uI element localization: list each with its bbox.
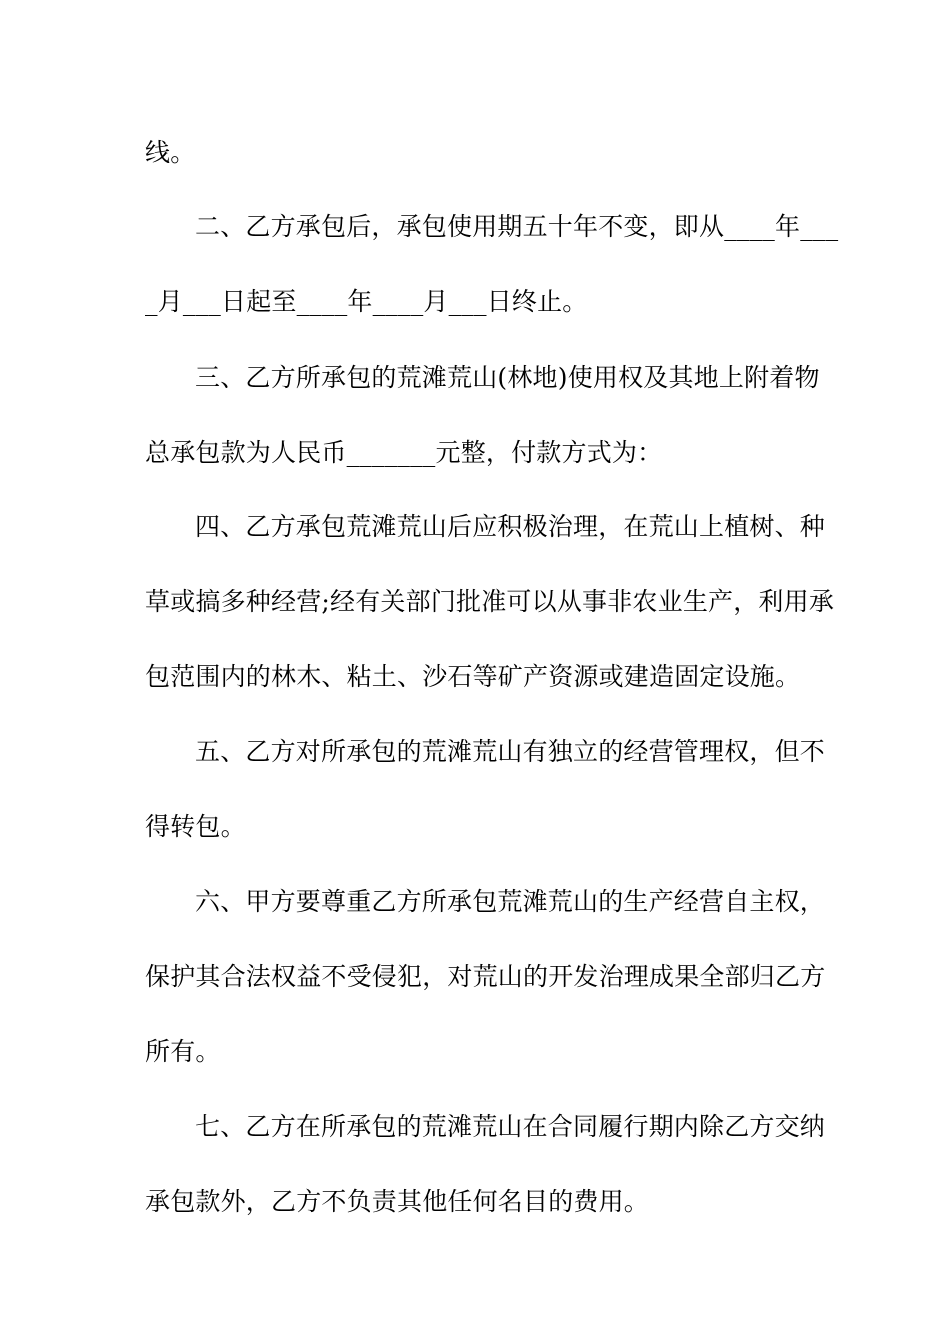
text-line: 总承包款为人民币_______元整，付款方式为： [145, 438, 663, 467]
text-line: 二、乙方承包后，承包使用期五十年不变，即从____年___ [195, 212, 839, 241]
text-line: 五、乙方对所承包的荒滩荒山有独立的经营管理权，但不 [195, 737, 826, 766]
text-line: 草或搞多种经营;经有关部门批准可以从事非农业生产，利用承 [145, 587, 835, 616]
text-line: 得转包。 [145, 812, 246, 841]
text-line: 七、乙方在所承包的荒滩荒山在合同履行期内除乙方交纳 [195, 1112, 826, 1141]
text-line: 保护其合法权益不受侵犯，对荒山的开发治理成果全部归乙方 [145, 962, 826, 991]
text-line: 承包款外，乙方不负责其他任何名目的费用。 [145, 1187, 650, 1216]
text-line: _月___日起至____年____月___日终止。 [145, 287, 588, 316]
text-line: 四、乙方承包荒滩荒山后应积极治理，在荒山上植树、种 [195, 512, 826, 541]
text-line: 所有。 [145, 1037, 221, 1066]
text-line: 包范围内的林木、粘土、沙石等矿产资源或建造固定设施。 [145, 662, 801, 691]
text-line: 三、乙方所承包的荒滩荒山(林地)使用权及其地上附着物 [195, 363, 820, 392]
text-line: 六、甲方要尊重乙方所承包荒滩荒山的生产经营自主权， [195, 887, 826, 916]
text-line: 线。 [145, 138, 196, 167]
